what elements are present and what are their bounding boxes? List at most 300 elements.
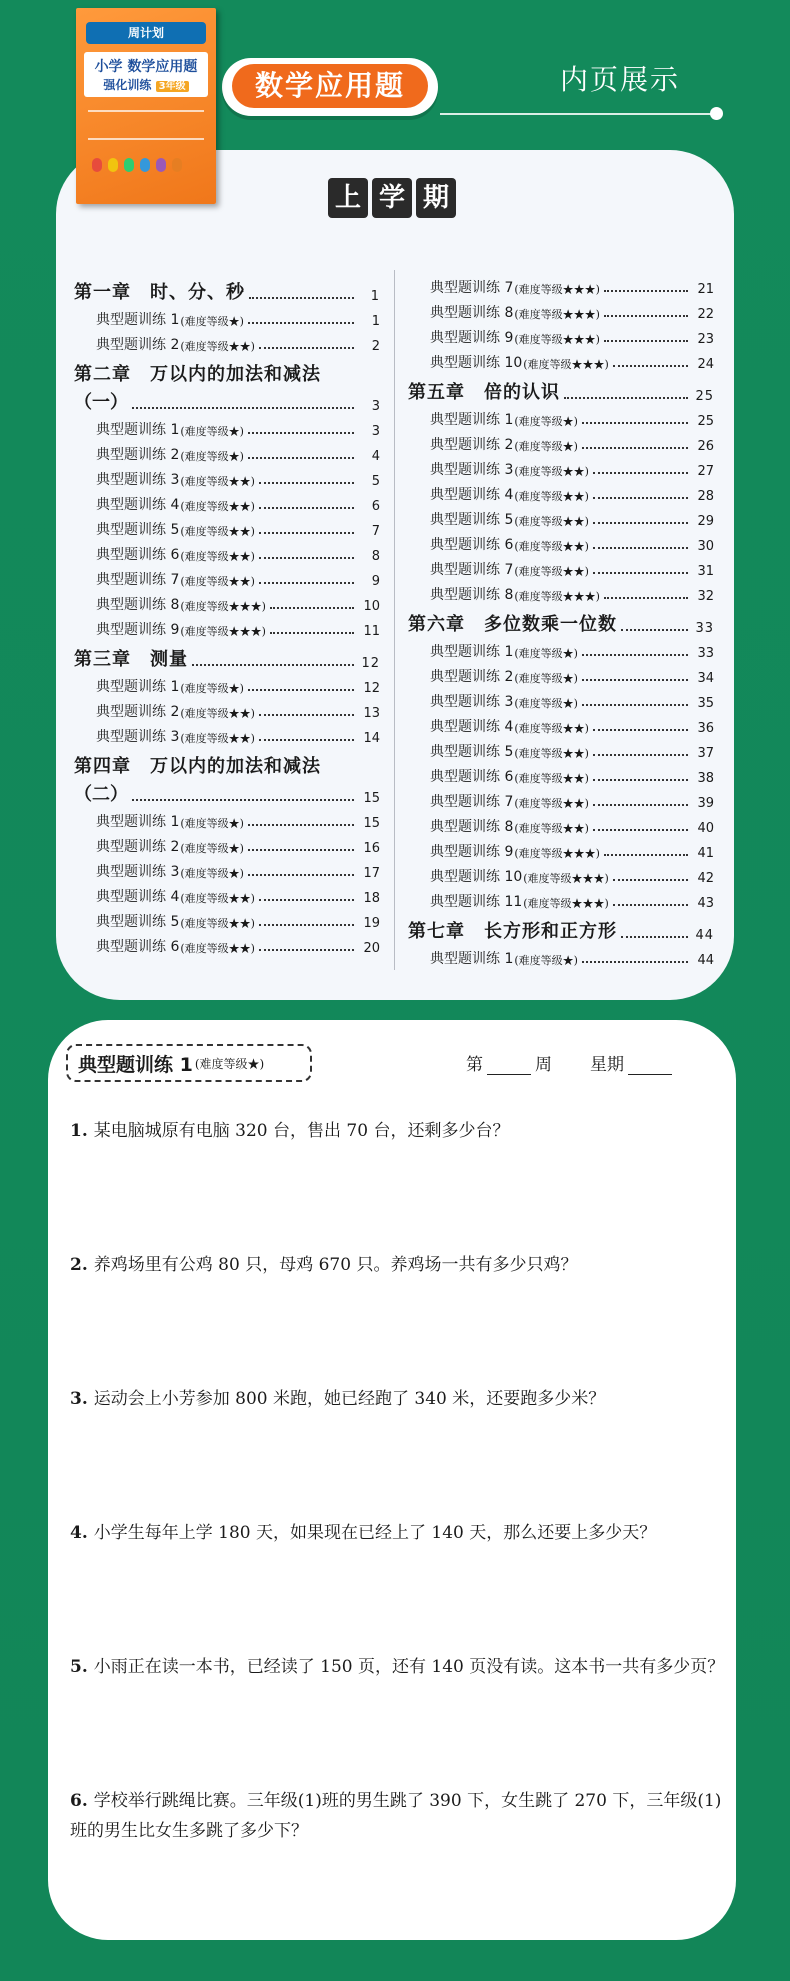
toc-leader-dots bbox=[613, 365, 688, 367]
toc-difficulty: (难度等级★★★) bbox=[514, 283, 600, 296]
toc-label: 典型题训练 6 bbox=[430, 537, 514, 553]
toc-page-number: 7 bbox=[371, 524, 380, 539]
toc-label: 典型题训练 4 bbox=[430, 719, 514, 735]
toc-page-number: 24 bbox=[697, 357, 714, 372]
toc-difficulty: (难度等级★) bbox=[180, 842, 244, 855]
toc-item bbox=[408, 811, 714, 836]
toc-leader-dots bbox=[582, 654, 688, 656]
toc-difficulty: (难度等级★★) bbox=[514, 822, 589, 835]
weekday-label: 星期 bbox=[590, 1055, 624, 1075]
toc-chapter bbox=[74, 639, 380, 671]
toc-leader-dots bbox=[249, 297, 354, 299]
toc-leader-dots bbox=[248, 432, 354, 434]
toc-difficulty: (难度等级★★) bbox=[514, 465, 589, 478]
toc-item bbox=[74, 564, 380, 589]
toc-difficulty: (难度等级★★) bbox=[180, 500, 255, 513]
toc-chapter bbox=[74, 386, 380, 414]
toc-item bbox=[74, 489, 380, 514]
toc-page-number: 41 bbox=[697, 846, 714, 861]
toc-leader-dots bbox=[604, 854, 688, 856]
cover-title-line2: 强化训练 bbox=[103, 78, 152, 92]
toc-label: 典型题训练 10 bbox=[430, 869, 523, 885]
toc-page-number: 32 bbox=[697, 589, 714, 604]
toc-leader-dots bbox=[604, 315, 688, 317]
toc-difficulty: (难度等级★★) bbox=[180, 550, 255, 563]
toc-label: 典型题训练 1 bbox=[430, 644, 514, 660]
toc-difficulty: (难度等级★★) bbox=[180, 707, 255, 720]
toc-left-column bbox=[74, 272, 380, 956]
cover-grade-badge: 3年级 bbox=[156, 81, 189, 92]
toc-leader-dots bbox=[593, 804, 688, 806]
toc-leader-dots bbox=[582, 422, 688, 424]
toc-page-number: 1 bbox=[371, 314, 380, 329]
toc-page-number: 12 bbox=[363, 681, 380, 696]
cover-series: 周计划 bbox=[86, 22, 206, 44]
week-prefix: 第 bbox=[466, 1055, 483, 1075]
toc-leader-dots bbox=[132, 799, 354, 801]
cover-level: 小学 bbox=[94, 59, 123, 75]
toc-leader-dots bbox=[582, 447, 688, 449]
toc-difficulty: (难度等级★★) bbox=[180, 475, 255, 488]
toc-difficulty: (难度等级★★) bbox=[514, 772, 589, 785]
toc-item bbox=[408, 504, 714, 529]
toc-label: 典型题训练 6 bbox=[430, 769, 514, 785]
toc-chapter bbox=[408, 372, 714, 404]
toc-page-number: 1 bbox=[370, 289, 380, 304]
toc-item bbox=[408, 661, 714, 686]
toc-leader-dots bbox=[259, 924, 354, 926]
toc-item bbox=[408, 347, 714, 372]
toc-item bbox=[74, 881, 380, 906]
toc-difficulty: (难度等级★★) bbox=[180, 340, 255, 353]
toc-leader-dots bbox=[192, 664, 354, 666]
toc-difficulty: (难度等级★★) bbox=[180, 732, 255, 745]
book-cover-image bbox=[76, 8, 216, 204]
toc-label: 典型题训练 7 bbox=[430, 562, 514, 578]
toc-difficulty: (难度等级★) bbox=[180, 867, 244, 880]
cover-decor-lines bbox=[88, 110, 204, 140]
toc-leader-dots bbox=[613, 879, 688, 881]
toc-label: 第六章 多位数乘一位数 bbox=[408, 614, 617, 635]
toc-label: 典型题训练 3 bbox=[96, 472, 180, 488]
toc-item bbox=[408, 736, 714, 761]
toc-difficulty: (难度等级★★★) bbox=[514, 308, 600, 321]
toc-difficulty: (难度等级★★) bbox=[514, 540, 589, 553]
header-title-pill bbox=[222, 58, 438, 116]
toc-item bbox=[408, 529, 714, 554]
toc-column-divider bbox=[394, 270, 395, 970]
week-blank bbox=[487, 1055, 531, 1075]
toc-leader-dots bbox=[259, 899, 354, 901]
toc-leader-dots bbox=[248, 689, 354, 691]
toc-leader-dots bbox=[132, 407, 354, 409]
toc-item bbox=[408, 636, 714, 661]
toc-item bbox=[74, 539, 380, 564]
toc-page-number: 22 bbox=[697, 307, 714, 322]
toc-leader-dots bbox=[593, 497, 688, 499]
toc-label: 典型题训练 2 bbox=[430, 669, 514, 685]
toc-page-number: 33 bbox=[697, 646, 714, 661]
toc-item bbox=[408, 454, 714, 479]
toc-page-number: 15 bbox=[363, 791, 380, 806]
toc-leader-dots bbox=[604, 290, 688, 292]
toc-page-number: 15 bbox=[363, 816, 380, 831]
toc-difficulty: (难度等级★★★) bbox=[523, 897, 609, 910]
toc-label: 典型题训练 4 bbox=[96, 889, 180, 905]
toc-page-number: 28 bbox=[697, 489, 714, 504]
toc-label: 第七章 长方形和正方形 bbox=[408, 921, 617, 942]
exercise-title-box bbox=[66, 1044, 312, 1082]
toc-leader-dots bbox=[593, 754, 688, 756]
cover-title bbox=[84, 52, 208, 97]
toc-item bbox=[74, 831, 380, 856]
semester-title bbox=[328, 178, 456, 218]
toc-label: 典型题训练 5 bbox=[430, 744, 514, 760]
toc-item bbox=[74, 464, 380, 489]
question-1 bbox=[70, 1116, 730, 1146]
toc-page-number: 38 bbox=[697, 771, 714, 786]
semester-char: 上 bbox=[328, 178, 368, 218]
toc-page-number: 10 bbox=[363, 599, 380, 614]
toc-leader-dots bbox=[259, 347, 354, 349]
header-title: 数学应用题 bbox=[232, 64, 428, 108]
toc-item bbox=[408, 761, 714, 786]
toc-difficulty: (难度等级★) bbox=[514, 672, 578, 685]
question-text: 某电脑城原有电脑 320 台，售出 70 台，还剩多少台？ bbox=[93, 1121, 510, 1141]
toc-difficulty: (难度等级★★★) bbox=[514, 333, 600, 346]
toc-difficulty: (难度等级★) bbox=[514, 954, 578, 967]
toc-difficulty: (难度等级★) bbox=[180, 817, 244, 830]
toc-page-number: 12 bbox=[361, 656, 380, 671]
toc-label: 典型题训练 8 bbox=[430, 305, 514, 321]
toc-page-number: 11 bbox=[363, 624, 380, 639]
toc-page-number: 4 bbox=[371, 449, 380, 464]
toc-label: 典型题训练 7 bbox=[96, 572, 180, 588]
toc-leader-dots bbox=[259, 714, 354, 716]
toc-page-number: 16 bbox=[363, 841, 380, 856]
toc-label: 典型题训练 2 bbox=[96, 704, 180, 720]
toc-label: 典型题训练 8 bbox=[430, 819, 514, 835]
toc-difficulty: (难度等级★★) bbox=[514, 490, 589, 503]
toc-label: 典型题训练 5 bbox=[96, 522, 180, 538]
toc-page-number: 40 bbox=[697, 821, 714, 836]
toc-difficulty: (难度等级★★) bbox=[180, 917, 255, 930]
week-suffix: 周 bbox=[535, 1055, 552, 1075]
toc-label: 典型题训练 2 bbox=[96, 337, 180, 353]
toc-item bbox=[74, 329, 380, 354]
toc-label: 第三章 测量 bbox=[74, 649, 188, 670]
toc-label: 典型题训练 11 bbox=[430, 894, 523, 910]
toc-difficulty: (难度等级★★) bbox=[514, 747, 589, 760]
toc-item bbox=[74, 721, 380, 746]
toc-leader-dots bbox=[564, 397, 688, 399]
toc-leader-dots bbox=[259, 582, 354, 584]
toc-leader-dots bbox=[248, 874, 354, 876]
toc-label: 典型题训练 6 bbox=[96, 547, 180, 563]
toc-leader-dots bbox=[593, 829, 688, 831]
toc-page-number: 31 bbox=[697, 564, 714, 579]
toc-page-number: 23 bbox=[697, 332, 714, 347]
toc-page-number: 13 bbox=[363, 706, 380, 721]
toc-label: 典型题训练 2 bbox=[96, 447, 180, 463]
toc-label: 第五章 倍的认识 bbox=[408, 382, 560, 403]
header-rule-dot bbox=[710, 107, 723, 120]
header-rule bbox=[440, 113, 714, 115]
toc-page-number: 42 bbox=[697, 871, 714, 886]
toc-page-number: 14 bbox=[363, 731, 380, 746]
toc-difficulty: (难度等级★★) bbox=[514, 515, 589, 528]
toc-page-number: 17 bbox=[363, 866, 380, 881]
question-number: 6. bbox=[70, 1791, 88, 1811]
toc-leader-dots bbox=[593, 729, 688, 731]
toc-label: 典型题训练 1 bbox=[96, 814, 180, 830]
toc-page-number: 33 bbox=[695, 621, 714, 636]
toc-label: 典型题训练 5 bbox=[430, 512, 514, 528]
week-day-line bbox=[466, 1050, 672, 1075]
toc-leader-dots bbox=[593, 472, 688, 474]
toc-leader-dots bbox=[593, 522, 688, 524]
toc-leader-dots bbox=[582, 704, 688, 706]
toc-label: 典型题训练 4 bbox=[96, 497, 180, 513]
toc-page-number: 36 bbox=[697, 721, 714, 736]
toc-leader-dots bbox=[604, 340, 688, 342]
toc-leader-dots bbox=[270, 607, 354, 609]
toc-label: 典型题训练 1 bbox=[430, 412, 514, 428]
question-text: 学校举行跳绳比赛。三年级(1)班的男生跳了 390 下，女生跳了 270 下，三年级(1)班的男生比女生多跳了多少下？ bbox=[70, 1791, 722, 1841]
toc-difficulty: (难度等级★) bbox=[514, 440, 578, 453]
toc-item bbox=[408, 554, 714, 579]
toc-difficulty: (难度等级★) bbox=[180, 450, 244, 463]
toc-leader-dots bbox=[248, 824, 354, 826]
toc-page-number: 2 bbox=[371, 339, 380, 354]
toc-leader-dots bbox=[248, 322, 354, 324]
question-number: 4. bbox=[70, 1523, 88, 1543]
toc-right-column bbox=[408, 272, 714, 968]
toc-item bbox=[408, 943, 714, 968]
toc-label: 典型题训练 2 bbox=[430, 437, 514, 453]
toc-page-number: 43 bbox=[697, 896, 714, 911]
toc-difficulty: (难度等级★) bbox=[180, 315, 244, 328]
toc-leader-dots bbox=[248, 457, 354, 459]
toc-page-number: 25 bbox=[695, 389, 714, 404]
toc-item bbox=[74, 304, 380, 329]
toc-difficulty: (难度等级★★) bbox=[514, 565, 589, 578]
toc-page-number: 3 bbox=[371, 424, 380, 439]
toc-label: 典型题训练 3 bbox=[96, 729, 180, 745]
question-number: 5. bbox=[70, 1657, 88, 1677]
toc-label: 典型题训练 4 bbox=[430, 487, 514, 503]
toc-chapter bbox=[74, 354, 380, 386]
cover-title-line1: 数学应用题 bbox=[127, 59, 198, 75]
toc-leader-dots bbox=[621, 936, 688, 938]
toc-label: 典型题训练 1 bbox=[96, 679, 180, 695]
toc-item bbox=[408, 686, 714, 711]
toc-leader-dots bbox=[259, 482, 354, 484]
toc-label: 典型题训练 1 bbox=[430, 951, 514, 967]
toc-item bbox=[408, 786, 714, 811]
toc-difficulty: (难度等级★★★) bbox=[514, 847, 600, 860]
toc-item bbox=[408, 322, 714, 347]
toc-item bbox=[74, 906, 380, 931]
toc-page-number: 27 bbox=[697, 464, 714, 479]
exercise-title: 典型题训练 1 bbox=[78, 1053, 193, 1076]
toc-chapter bbox=[74, 272, 380, 304]
toc-label: 典型题训练 1 bbox=[96, 312, 180, 328]
toc-chapter bbox=[408, 911, 714, 943]
toc-label: 典型题训练 5 bbox=[96, 914, 180, 930]
toc-leader-dots bbox=[582, 679, 688, 681]
toc-page-number: 39 bbox=[697, 796, 714, 811]
toc-page-number: 21 bbox=[697, 282, 714, 297]
toc-leader-dots bbox=[248, 849, 354, 851]
question-2 bbox=[70, 1250, 730, 1280]
toc-label: 典型题训练 9 bbox=[96, 622, 180, 638]
toc-difficulty: (难度等级★★★) bbox=[180, 600, 266, 613]
toc-difficulty: (难度等级★) bbox=[180, 425, 244, 438]
toc-difficulty: (难度等级★) bbox=[514, 697, 578, 710]
toc-leader-dots bbox=[613, 904, 688, 906]
toc-item bbox=[74, 856, 380, 881]
toc-leader-dots bbox=[259, 949, 354, 951]
toc-item bbox=[408, 579, 714, 604]
toc-item bbox=[74, 439, 380, 464]
toc-difficulty: (难度等级★) bbox=[514, 647, 578, 660]
toc-item bbox=[408, 297, 714, 322]
toc-label: 典型题训练 2 bbox=[96, 839, 180, 855]
toc-difficulty: (难度等级★★★) bbox=[523, 872, 609, 885]
toc-item bbox=[408, 861, 714, 886]
toc-leader-dots bbox=[621, 629, 688, 631]
semester-char: 期 bbox=[416, 178, 456, 218]
toc-page-number: 20 bbox=[363, 941, 380, 956]
toc-label: 典型题训练 9 bbox=[430, 330, 514, 346]
question-text: 小雨正在读一本书，已经读了 150 页，还有 140 页没有读。这本书一共有多少页？ bbox=[93, 1657, 725, 1677]
question-number: 1. bbox=[70, 1121, 88, 1141]
toc-difficulty: (难度等级★★★) bbox=[523, 358, 609, 371]
toc-chapter bbox=[74, 778, 380, 806]
question-5 bbox=[70, 1652, 730, 1682]
toc-page-number: 18 bbox=[363, 891, 380, 906]
question-4 bbox=[70, 1518, 730, 1548]
toc-leader-dots bbox=[259, 557, 354, 559]
toc-difficulty: (难度等级★) bbox=[180, 682, 244, 695]
toc-item bbox=[74, 514, 380, 539]
toc-item bbox=[408, 886, 714, 911]
toc-difficulty: (难度等级★★) bbox=[180, 575, 255, 588]
question-6 bbox=[70, 1786, 730, 1846]
toc-difficulty: (难度等级★★) bbox=[514, 797, 589, 810]
toc-leader-dots bbox=[259, 507, 354, 509]
exercise-difficulty: (难度等级★) bbox=[194, 1056, 265, 1071]
toc-leader-dots bbox=[604, 597, 688, 599]
toc-leader-dots bbox=[259, 739, 354, 741]
toc-leader-dots bbox=[593, 547, 688, 549]
toc-item bbox=[74, 931, 380, 956]
toc-label: 典型题训练 8 bbox=[96, 597, 180, 613]
toc-item bbox=[408, 479, 714, 504]
toc-page-number: 6 bbox=[371, 499, 380, 514]
toc-item bbox=[408, 836, 714, 861]
toc-item bbox=[74, 696, 380, 721]
toc-item bbox=[74, 414, 380, 439]
toc-page-number: 8 bbox=[371, 549, 380, 564]
toc-difficulty: (难度等级★★) bbox=[514, 722, 589, 735]
toc-page-number: 3 bbox=[371, 399, 380, 414]
toc-difficulty: (难度等级★) bbox=[514, 415, 578, 428]
toc-item bbox=[74, 806, 380, 831]
toc-page-number: 37 bbox=[697, 746, 714, 761]
toc-item bbox=[74, 671, 380, 696]
question-text: 养鸡场里有公鸡 80 只，母鸡 670 只。养鸡场一共有多少只鸡？ bbox=[93, 1255, 578, 1275]
toc-item bbox=[408, 429, 714, 454]
toc-page-number: 25 bbox=[697, 414, 714, 429]
toc-chapter bbox=[74, 746, 380, 778]
toc-page-number: 44 bbox=[695, 928, 714, 943]
toc-page-number: 34 bbox=[697, 671, 714, 686]
toc-leader-dots bbox=[259, 532, 354, 534]
toc-label: 典型题训练 10 bbox=[430, 355, 523, 371]
toc-page-number: 19 bbox=[363, 916, 380, 931]
toc-label: 典型题训练 3 bbox=[430, 462, 514, 478]
toc-item bbox=[74, 614, 380, 639]
semester-char: 学 bbox=[372, 178, 412, 218]
toc-difficulty: (难度等级★★) bbox=[180, 525, 255, 538]
header-subtitle: 内页展示 bbox=[560, 63, 681, 96]
toc-leader-dots bbox=[593, 572, 688, 574]
question-number: 2. bbox=[70, 1255, 88, 1275]
weekday-blank bbox=[628, 1055, 672, 1075]
toc-label: 第一章 时、分、秒 bbox=[74, 282, 245, 303]
toc-label: 典型题训练 6 bbox=[96, 939, 180, 955]
toc-item bbox=[408, 711, 714, 736]
toc-item bbox=[408, 404, 714, 429]
toc-leader-dots bbox=[593, 779, 688, 781]
toc-page-number: 9 bbox=[371, 574, 380, 589]
toc-leader-dots bbox=[270, 632, 354, 634]
toc-label: 典型题训练 7 bbox=[430, 794, 514, 810]
toc-page-number: 26 bbox=[697, 439, 714, 454]
toc-page-number: 44 bbox=[697, 953, 714, 968]
toc-label: 典型题训练 7 bbox=[430, 280, 514, 296]
toc-difficulty: (难度等级★★) bbox=[180, 892, 255, 905]
toc-label: 典型题训练 3 bbox=[430, 694, 514, 710]
toc-page-number: 30 bbox=[697, 539, 714, 554]
toc-item bbox=[74, 589, 380, 614]
toc-label: 典型题训练 3 bbox=[96, 864, 180, 880]
toc-label: 典型题训练 8 bbox=[430, 587, 514, 603]
toc-item bbox=[408, 272, 714, 297]
toc-label: 典型题训练 9 bbox=[430, 844, 514, 860]
toc-difficulty: (难度等级★★★) bbox=[514, 590, 600, 603]
toc-page-number: 35 bbox=[697, 696, 714, 711]
toc-difficulty: (难度等级★★) bbox=[180, 942, 255, 955]
question-text: 小学生每年上学 180 天，如果现在已经上了 140 天，那么还要上多少天？ bbox=[93, 1523, 657, 1543]
toc-page-number: 29 bbox=[697, 514, 714, 529]
toc-label: 第四章 万以内的加法和减法 bbox=[74, 756, 321, 777]
question-number: 3. bbox=[70, 1389, 88, 1409]
toc-leader-dots bbox=[582, 961, 688, 963]
question-3 bbox=[70, 1384, 730, 1414]
toc-difficulty: (难度等级★★★) bbox=[180, 625, 266, 638]
toc-label: （二） bbox=[74, 784, 128, 805]
toc-label: （一） bbox=[74, 392, 128, 413]
cover-pencil-icons bbox=[92, 158, 182, 172]
question-text: 运动会上小芳参加 800 米跑，她已经跑了 340 米，还要跑多少米？ bbox=[93, 1389, 606, 1409]
toc-label: 典型题训练 1 bbox=[96, 422, 180, 438]
toc-page-number: 5 bbox=[371, 474, 380, 489]
toc-chapter bbox=[408, 604, 714, 636]
toc-label: 第二章 万以内的加法和减法 bbox=[74, 364, 321, 385]
